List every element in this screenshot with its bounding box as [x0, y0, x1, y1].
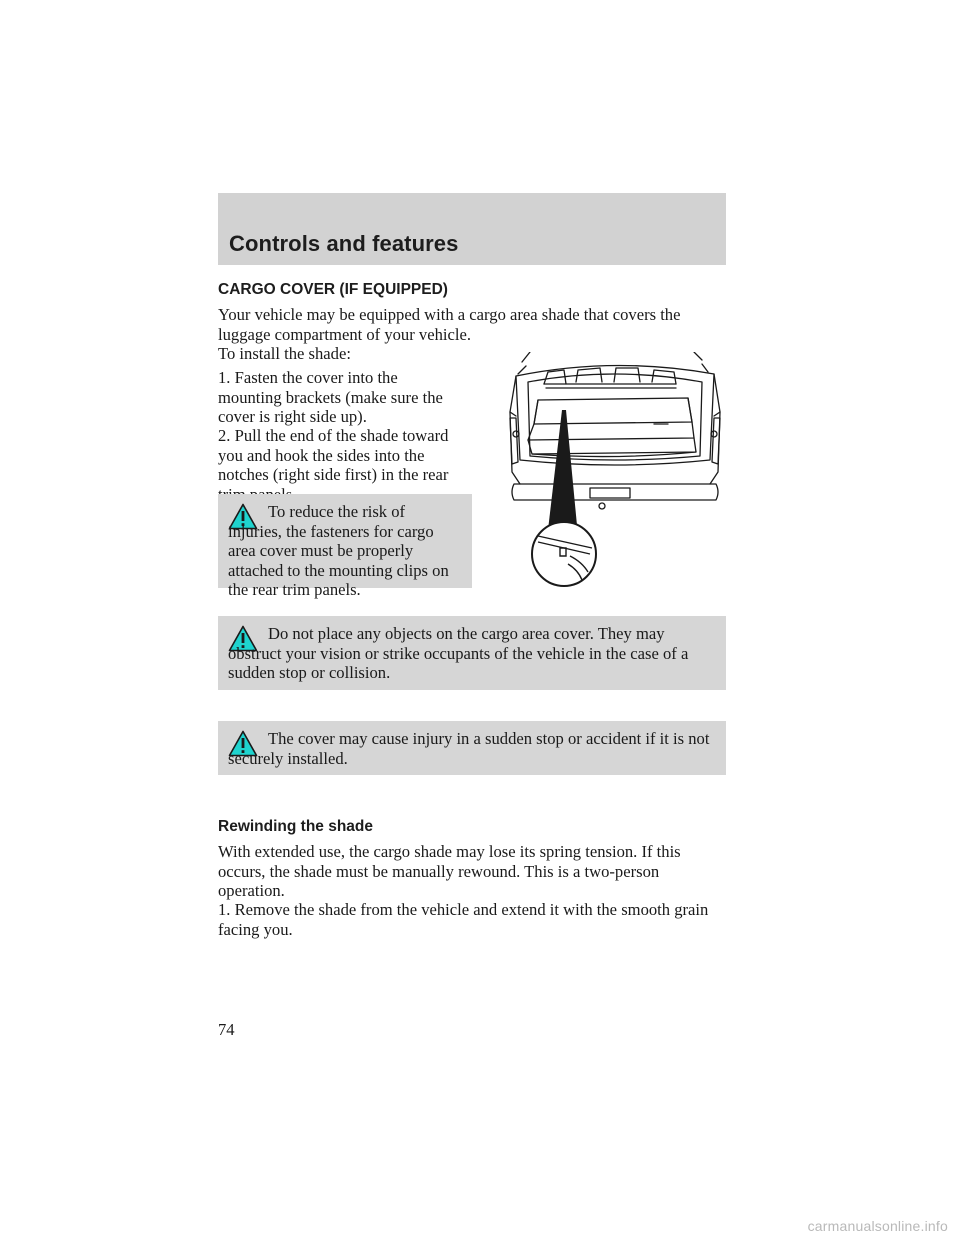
warning-text-objects: Do not place any objects on the cargo area cover. They may obstruct your vision or strike occupants of the vehicle in the case of a sudden stop or collision. [228, 624, 689, 682]
section-title: Controls and features [229, 231, 459, 256]
cargo-cover-illustration [504, 352, 726, 592]
warning-box-injury [218, 721, 726, 775]
rewinding-heading: Rewinding the shade [218, 818, 374, 835]
section-header-band [218, 193, 726, 265]
warning-box-fasteners [218, 494, 472, 599]
cargo-cover-heading: CARGO COVER (IF EQUIPPED) [218, 281, 448, 298]
warning-box-objects [218, 616, 726, 690]
warning-text-fasteners: To reduce the risk of injuries, the fasteners for cargo area cover must be properly attached to the mounting clips on the rear trim panels. [228, 502, 449, 599]
page-number: 74 [218, 1020, 235, 1039]
cargo-cover-intro: Your vehicle may be equipped with a cargo area shade that covers the luggage compartment of your vehicle. [218, 305, 681, 344]
install-lead: To install the shade: [218, 344, 351, 363]
warning-text-injury: The cover may cause injury in a sudden stop or accident if it is not securely installed. [228, 729, 710, 768]
install-step-2: 2. Pull the end of the shade toward you and hook the sides into the notches (right side first) in the rear [218, 426, 449, 484]
rewinding-paragraph: With extended use, the cargo shade may lose its spring tension. If this occurs, the shade must be manually rewound. This is a two-person operation. [218, 842, 681, 900]
watermark: carmanualsonline.info [807, 1218, 948, 1234]
install-step-1: 1. Fasten the cover into the mounting brackets (make sure the cover is right side up). [218, 368, 443, 426]
rewinding-step-1: 1. Remove the shade from the vehicle and extend it with the smooth grain facing you. [218, 900, 709, 939]
